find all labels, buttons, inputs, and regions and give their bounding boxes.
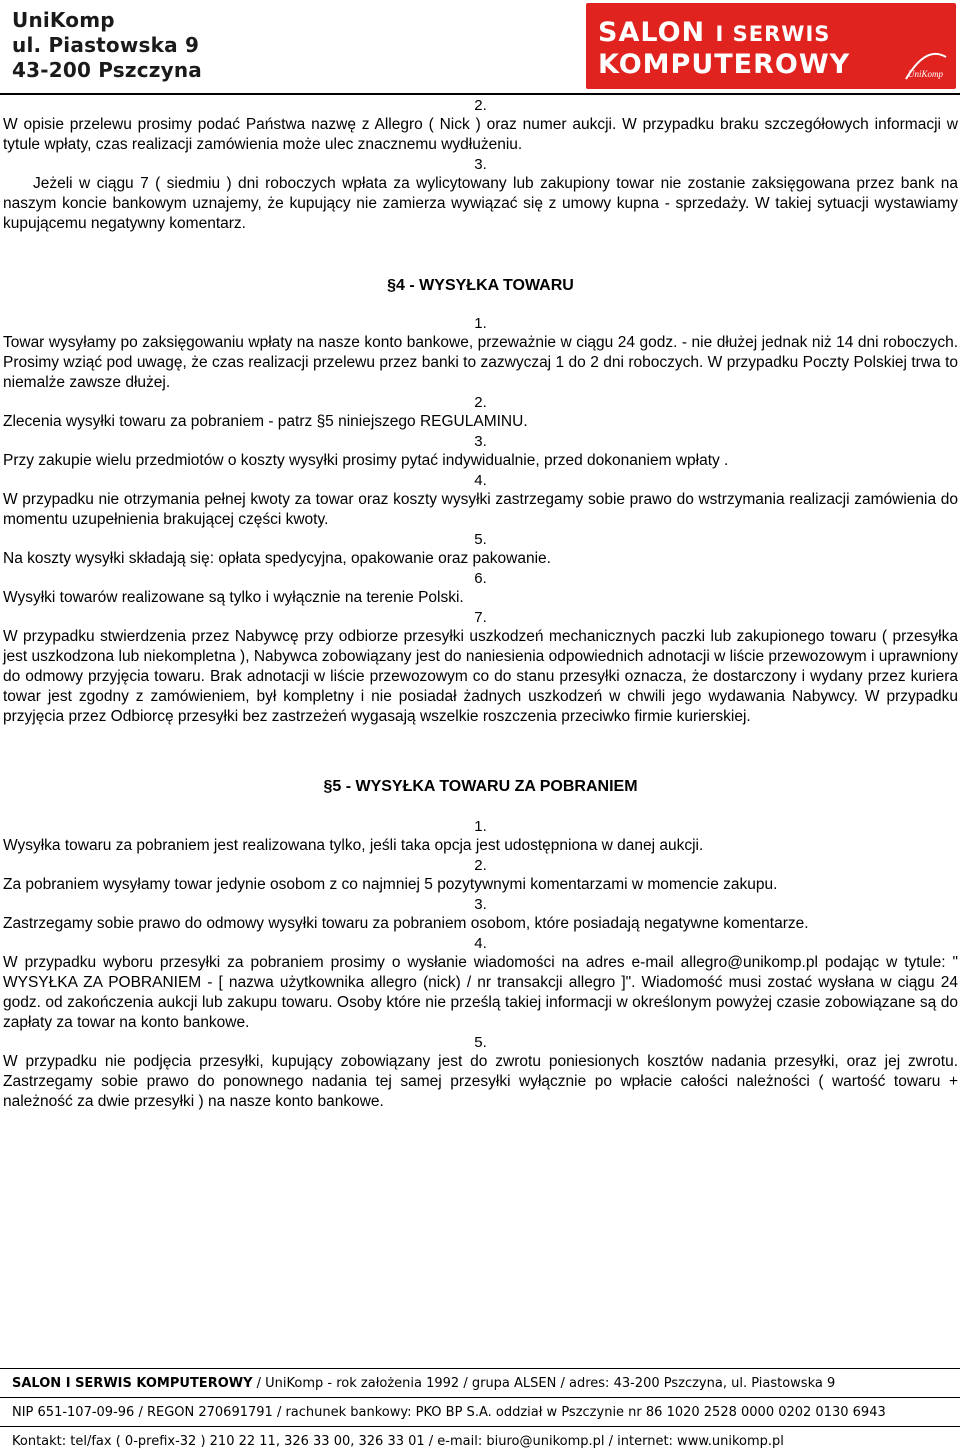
item-number: 2. [474, 394, 487, 411]
paragraph: Przy zakupie wielu przedmiotów o koszty wysyłki prosimy pytać indywidualnie, przed dokonaniem wpłaty . [3, 452, 729, 469]
section-4-heading: §4 - WYSYŁKA TOWARU [387, 277, 574, 294]
logo-line1 [598, 17, 830, 48]
footer-divider [0, 1426, 960, 1427]
paragraph: W przypadku stwierdzenia przez Nabywcę przy odbiorze przesyłki uszkodzeń mechanicznych paczki lub zakupionego towaru ( przesyłka jest uszkodzona lub niekompletna ), Nabywca zobowiązany jest do naniesienia odpowiednich adnotacji w liście przewozowym i uprawniony do odmowy przyjęcia towaru. Brak adnotacji w liście przewozowym co do stanu przesyłki oznacza, że dostarczony i wydany przez kuriera towar jest zgodny z zamówieniem, był kompletny i nie posiadał żadnych uszkodzeń w chwili jego wydawania Nabywcy. W przypadku przyjęcia przez Odbiorcę przesyłki bez zastrzeżeń wygasają wszelkie roszczenia przeciwko firmie kurierskiej. [3, 628, 958, 725]
item-number: 4. [474, 472, 487, 489]
item-number: 7. [474, 609, 487, 626]
company-name: UniKomp [12, 8, 115, 32]
item-number: 5. [474, 531, 487, 548]
document-body [3, 96, 958, 1112]
paragraph: Towar wysyłamy po zaksięgowaniu wpłaty na nasze konto bankowe, przeważnie w ciągu 24 godz. - nie dłużej jednak niż 14 dni roboczych. Prosimy wziąć pod uwagę, że czas realizacji przelewu przez banki to zazwyczaj 1 do 2 dni roboczych. W przypadku Poczty Polskiej trwa to niemalże zawsze dłużej. [3, 334, 958, 391]
salon-logo [586, 3, 956, 89]
paragraph: Wysyłki towarów realizowane są tylko i wyłącznie na terenie Polski. [3, 589, 464, 606]
item-number: 3. [474, 896, 487, 913]
footer-company-info: / UniKomp - rok założenia 1992 / grupa ALSEN / adres: 43-200 Pszczyna, ul. Piastowska 9 [256, 1376, 836, 1391]
paragraph: Za pobraniem wysyłamy towar jedynie osobom z co najmniej 5 pozytywnymi komentarzami w momencie zakupu. [3, 876, 778, 893]
footer-company: SALON I SERWIS KOMPUTEROWY [12, 1376, 253, 1391]
paragraph: W przypadku nie otrzymania pełnej kwoty za towar oraz koszty wysyłki zastrzegamy sobie prawo do wstrzymania realizacji zamówienia do momentu uzupełnienia brakującej części kwoty. [3, 491, 958, 528]
footer-divider [0, 1397, 960, 1398]
footer-divider [0, 1368, 960, 1369]
logo-salon: SALON [598, 17, 706, 48]
unikomp-mark-icon [904, 51, 948, 81]
company-city: 43-200 Pszczyna [12, 58, 202, 82]
paragraph: Na koszty wysyłki składają się: opłata spedycyjna, opakowanie oraz pakowanie. [3, 550, 551, 567]
item-number: 1. [474, 315, 487, 332]
item-number: 3. [474, 156, 487, 173]
footer-line-2: NIP 651-107-09-96 / REGON 270691791 / rachunek bankowy: PKO BP S.A. oddział w Pszczynie nr 86 1020 2528 0000 0202 0130 6943 [12, 1405, 886, 1420]
page-header [0, 0, 960, 98]
item-number: 1. [474, 818, 487, 835]
paragraph: Wysyłka towaru za pobraniem jest realizowana tylko, jeśli taka opcja jest udostępniona w danej aukcji. [3, 837, 704, 854]
paragraph: Jeżeli w ciągu 7 ( siedmiu ) dni roboczych wpłata za wylicytowany lub zakupiony towar nie zostanie zaksięgowana przez bank na naszym koncie bankowym uznajemy, że kupujący nie zamierza wywiązać się z umowy kupna - sprzedaży. W takiej sytuacji wystawiamy kupującemu negatywny komentarz. [3, 175, 958, 232]
item-number: 2. [474, 97, 487, 114]
footer-line-1 [12, 1376, 835, 1391]
paragraph: W przypadku wyboru przesyłki za pobraniem prosimy o wysłanie wiadomości na adres e-mail allegro@unikomp.pl podając w tytule: " WYSYŁKA ZA POBRANIEM - [ nazwa użytkownika allegro (nick) / nr transakcji allegro ]". Wiadomość musi zostać wysłana w ciągu 24 godz. od zakończenia aukcji lub zakupu towaru. Osoby które nie prześlą takiej informacji w określonym powyżej czasie zobowiązane są do zapłaty za towar na konto bankowe. [3, 954, 958, 1031]
svg-text:UniKomp: UniKomp [908, 69, 944, 79]
logo-line2: KOMPUTEROWY [598, 49, 851, 80]
item-number: 3. [474, 433, 487, 450]
footer-contact: Kontakt: tel/fax ( 0-prefix-32 ) 210 22 11, 326 33 00, 326 33 01 / e-mail: biuro@unikomp.pl / internet: www.unikomp.pl [12, 1434, 784, 1449]
section-5-heading: §5 - WYSYŁKA TOWARU ZA POBRANIEM [323, 778, 638, 795]
header-divider [0, 93, 960, 95]
paragraph: Zastrzegamy sobie prawo do odmowy wysyłki towaru za pobraniem osobom, które posiadają negatywne komentarze. [3, 915, 809, 932]
item-number: 5. [474, 1034, 487, 1051]
paragraph: Zlecenia wysyłki towaru za pobraniem - patrz §5 niniejszego REGULAMINU. [3, 413, 528, 430]
paragraph: W opisie przelewu prosimy podać Państwa nazwę z Allegro ( Nick ) oraz numer aukcji. W przypadku braku szczegółowych informacji w tytule wpłaty, czas realizacji zamówienia może ulec znacznemu wydłużeniu. [3, 116, 958, 153]
company-address [12, 8, 202, 83]
paragraph: W przypadku nie podjęcia przesyłki, kupujący zobowiązany jest do zwrotu poniesionych kosztów nadania przesyłki, oraz jej zwrotu. Zastrzegamy sobie prawo do ponownego nadania tej samej przesyłki wyłącznie po wpłacie całości należności ( wartość towaru + należność za dwie przesyłki ) na nasze konto bankowe. [3, 1053, 958, 1110]
item-number: 2. [474, 857, 487, 874]
page-footer [0, 1368, 960, 1456]
item-number: 6. [474, 570, 487, 587]
item-number: 4. [474, 935, 487, 952]
company-street: ul. Piastowska 9 [12, 33, 200, 57]
logo-i-serwis: I SERWIS [715, 22, 831, 46]
